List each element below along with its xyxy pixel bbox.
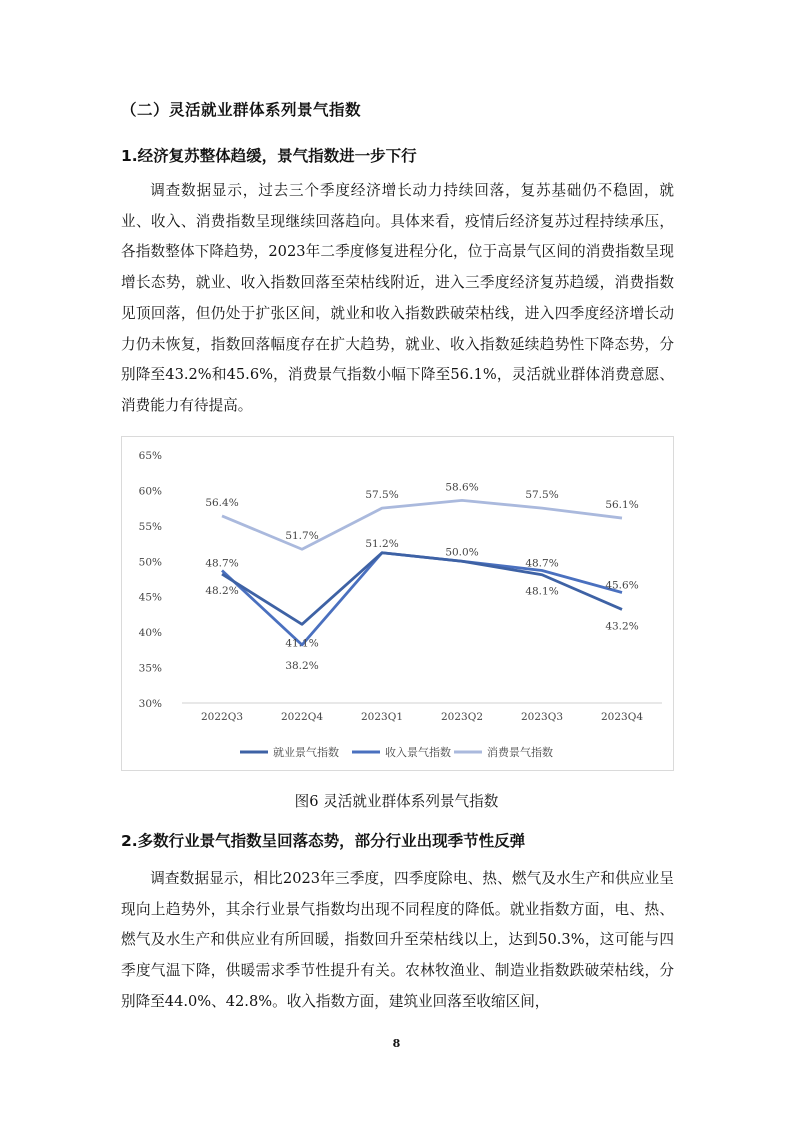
data-label: 48.7% (525, 557, 559, 570)
data-label: 58.6% (445, 481, 479, 494)
data-label: 48.2% (205, 585, 239, 598)
data-label: 51.2% (365, 537, 399, 550)
x-tick-label: 2023Q3 (520, 711, 564, 723)
y-tick-label: 55% (138, 520, 162, 533)
data-label: 41.1% (285, 637, 319, 650)
series-line-1 (222, 553, 622, 645)
y-tick-label: 30% (138, 698, 162, 710)
subheading-industry: 2.多数行业景气指数呈回落态势，部分行业出现季节性反弹 (121, 832, 526, 850)
data-label: 50.0% (445, 546, 479, 559)
data-label: 38.2% (285, 659, 319, 672)
x-tick-label: 2023Q2 (440, 711, 484, 723)
series-line-2 (222, 500, 622, 549)
x-tick-label: 2023Q1 (360, 711, 404, 723)
data-label: 48.1% (525, 585, 559, 598)
data-label: 45.6% (605, 579, 639, 592)
data-label: 56.1% (605, 499, 639, 512)
section-heading: （二）灵活就业群体系列景气指数 (121, 101, 362, 119)
paragraph-industry: 调查数据显示，相比2023年三季度，四季度除电、热、燃气及水生产和供应业呈现向上趋势外，其余行业景气指数均出现不同程度的降低。就业指数方面，电、热、燃气及水生产和供应业有所回暖，指数回升至荣枯线以上，达到50.3%，这可能与四季度气温下降，供暖需求季节性提升有关。农林牧渔业、制造业指数跌破荣枯线，分别降至44.0%、42.8%。收入指数方面，建筑业回落至收缩区间， (121, 870, 674, 1010)
y-tick-label: 40% (138, 627, 162, 640)
x-tick-label: 2023Q4 (600, 711, 644, 723)
page-number: 8 (392, 1037, 401, 1050)
data-label: 43.2% (605, 620, 639, 633)
legend-label: 收入景气指数 (385, 746, 451, 759)
y-tick-label: 50% (138, 556, 162, 569)
chart-container (121, 436, 674, 771)
y-tick-label: 35% (138, 662, 162, 675)
series-line-0 (222, 553, 622, 625)
figure-caption: 图6 灵活就业群体系列景气指数 (294, 793, 499, 810)
data-label: 56.4% (205, 496, 239, 509)
legend-label: 消费景气指数 (487, 746, 553, 759)
data-label: 51.7% (285, 530, 319, 543)
x-tick-label: 2022Q3 (200, 711, 244, 723)
line-chart (122, 437, 675, 772)
paragraph-economy: 调查数据显示，过去三个季度经济增长动力持续回落，复苏基础仍不稳固，就业、收入、消费指数呈现继续回落趋向。具体来看，疫情后经济复苏过程持续承压，各指数整体下降趋势，2023年二季度修复进程分化，位于高景气区间的消费指数呈现增长态势，就业、收入指数回落至荣枯线附近，进入三季度经济复苏趋缓，消费指数见顶回落，但仍处于扩张区间，就业和收入指数跌破荣枯线，进入四季度经济增长动力仍未恢复，指数回落幅度存在扩大趋势，就业、收入指数延续趋势性下降态势，分别降至43.2%和45.6%，消费景气指数小幅下降至56.1%，灵活就业群体消费意愿、消费能力有待提高。 (121, 182, 674, 414)
y-tick-label: 65% (138, 450, 162, 462)
data-label: 57.5% (525, 489, 559, 502)
x-tick-label: 2022Q4 (280, 711, 324, 723)
legend-label: 就业景气指数 (273, 746, 339, 759)
subheading-economy: 1.经济复苏整体趋缓，景气指数进一步下行 (121, 147, 417, 165)
data-label: 48.7% (205, 557, 239, 570)
data-label: 57.5% (365, 489, 399, 502)
y-tick-label: 45% (138, 591, 162, 604)
y-tick-label: 60% (138, 485, 162, 498)
